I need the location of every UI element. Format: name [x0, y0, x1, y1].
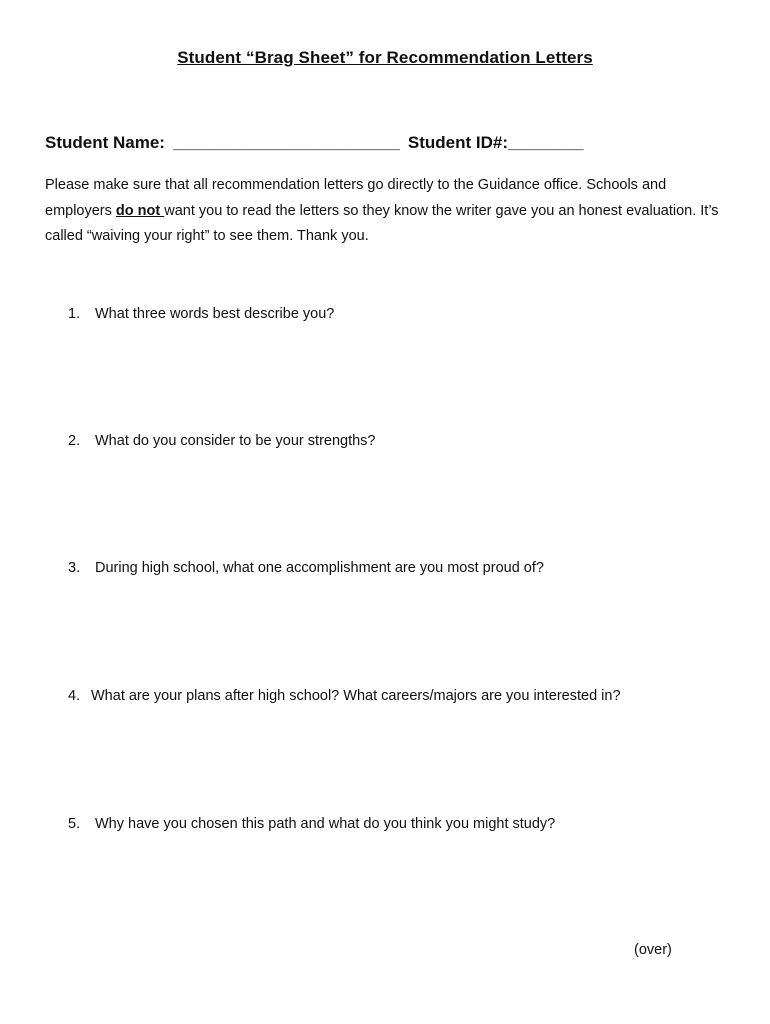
intro-text-part2: want you to read the letters so they know the writer gave you an honest evaluation. It’s called “waiving your right” to see them. Thank you. [45, 202, 719, 244]
over-note: (over) [634, 942, 672, 958]
question-5 [68, 816, 555, 832]
student-id-blank: ________ [508, 133, 584, 152]
student-name-blank: ________________________ [172, 133, 400, 152]
intro-emphasis: do not [115, 202, 165, 219]
question-number: 2. [68, 433, 81, 449]
intro-paragraph [45, 173, 735, 250]
student-name-label: Student Name: [45, 133, 165, 152]
question-text: During high school, what one accomplishment are you most proud of? [95, 560, 544, 576]
question-number: 3. [68, 560, 81, 576]
intro-text-part1: Please make sure that all recommendation letters go directly to the Guidance office. Schools and employers [45, 177, 667, 219]
question-number: 4. [68, 688, 81, 704]
question-2 [68, 433, 376, 449]
question-number: 1. [68, 306, 81, 322]
question-text: What are your plans after high school? What careers/majors are you interested in? [91, 688, 621, 704]
question-4 [68, 688, 621, 704]
question-3 [68, 560, 544, 576]
student-id-label: Student ID#: [407, 133, 508, 152]
page-title: Student “Brag Sheet” for Recommendation Letters [177, 48, 593, 67]
question-text: What do you consider to be your strengths? [95, 433, 376, 449]
student-info-row [45, 133, 584, 153]
question-text: Why have you chosen this path and what do you think you might study? [95, 816, 556, 832]
question-text: What three words best describe you? [95, 306, 335, 322]
question-1 [68, 306, 334, 322]
question-number: 5. [68, 816, 81, 832]
